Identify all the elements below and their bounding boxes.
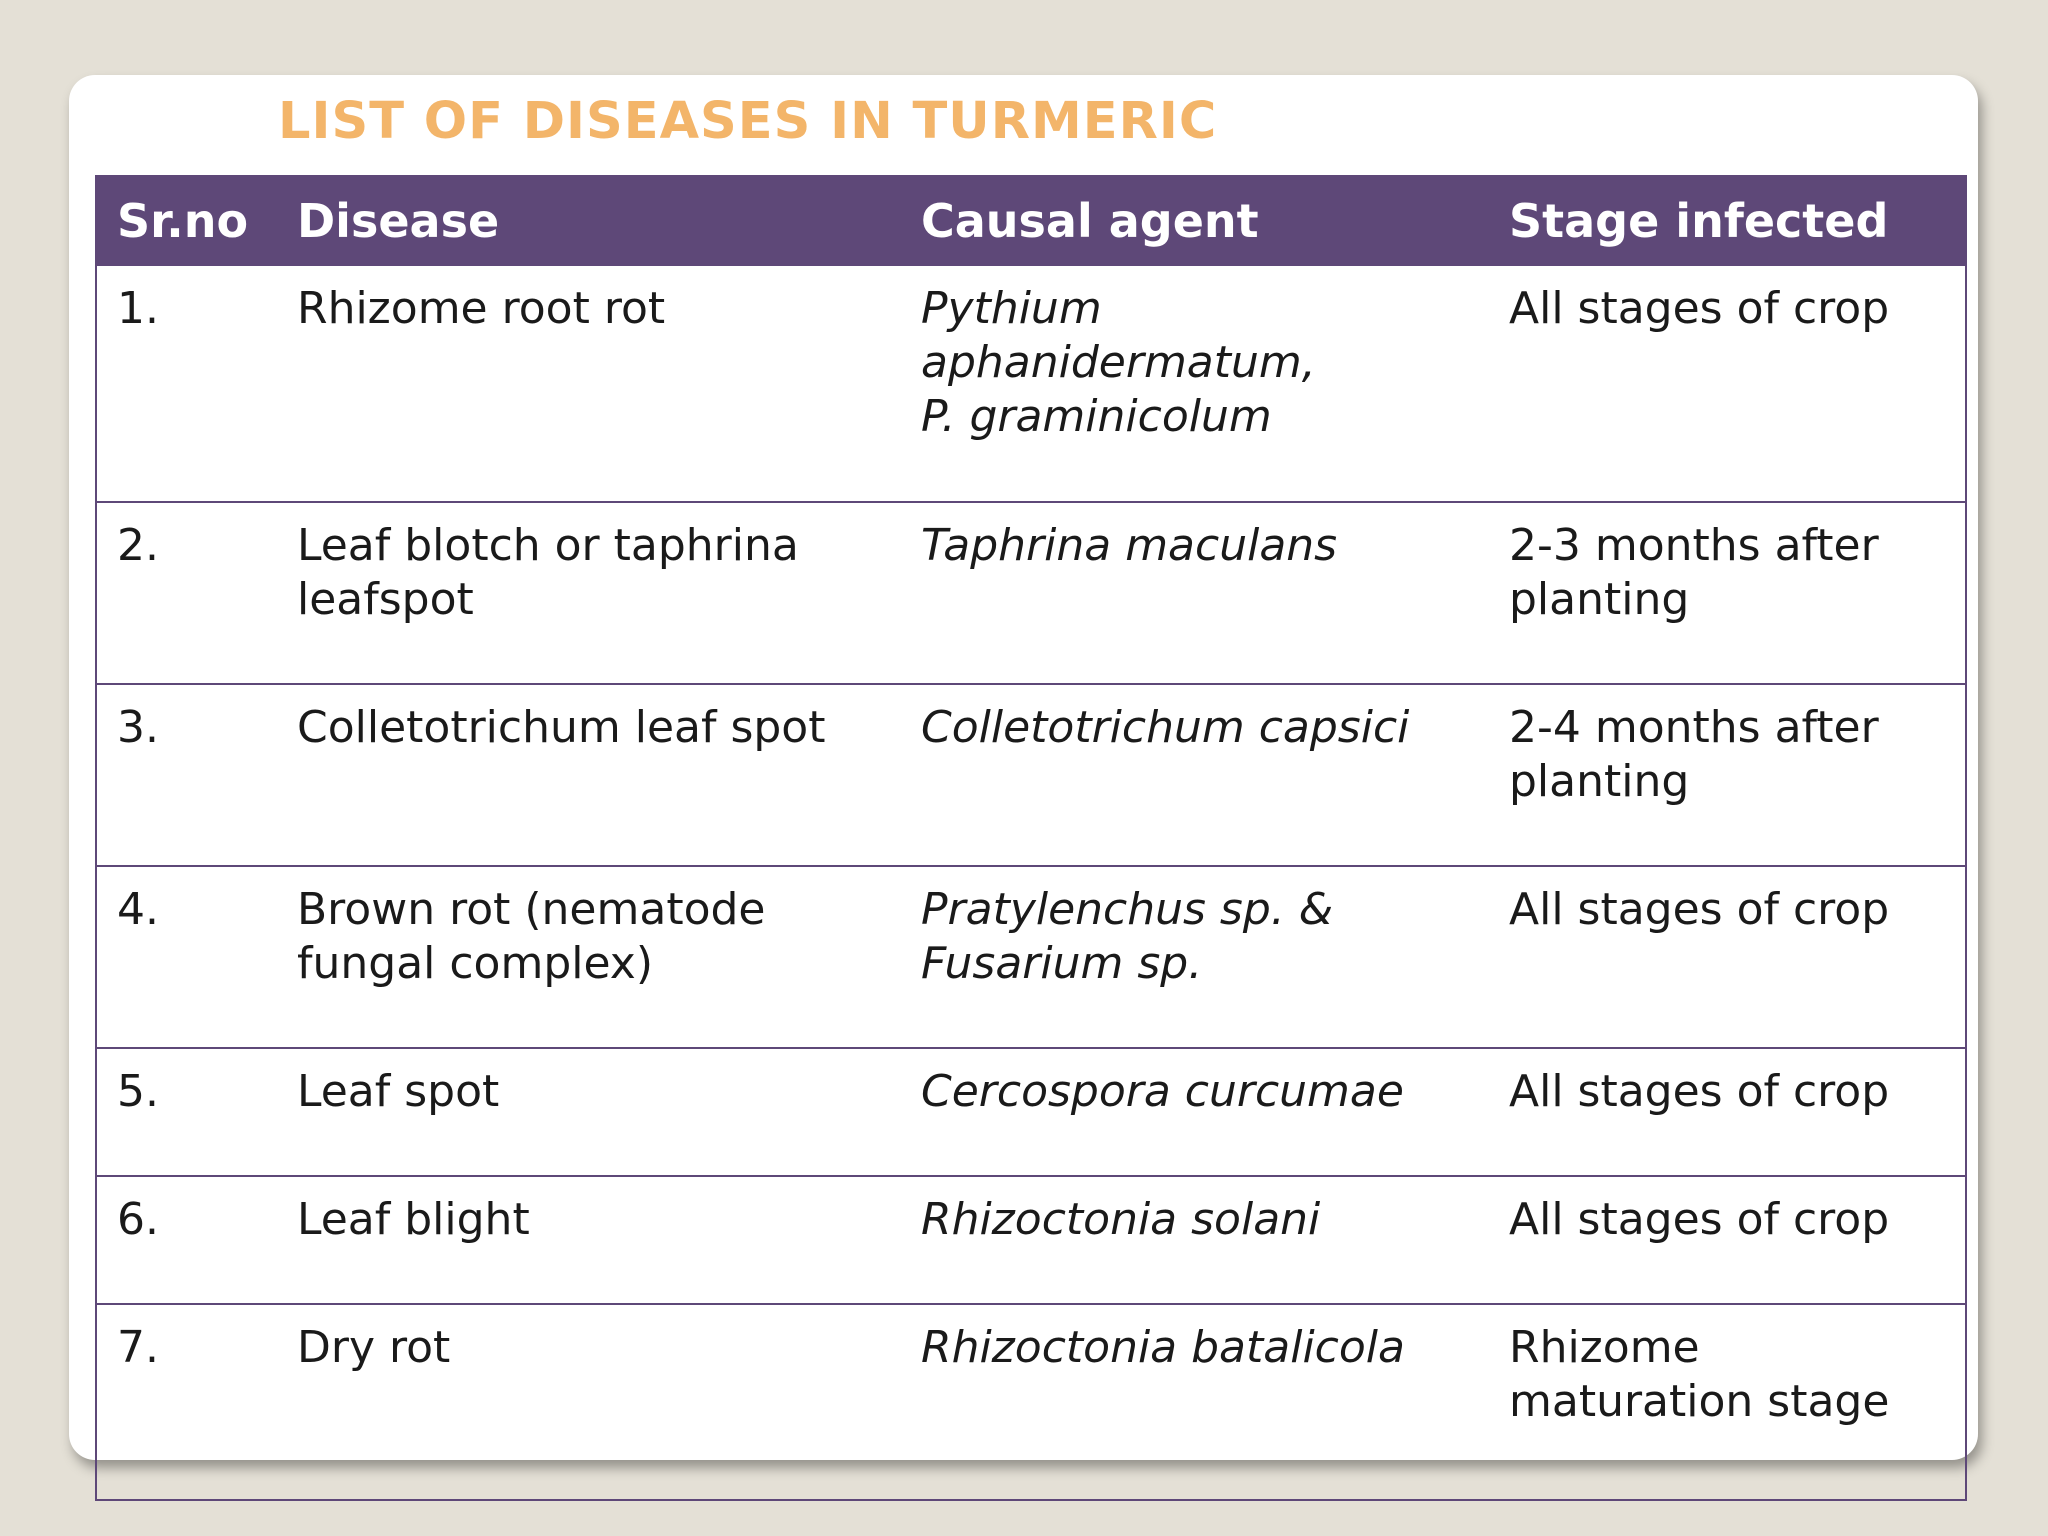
cell-stage-infected-line: 2-4 months after [1509, 702, 1879, 753]
cell-sr-no: 1. [97, 266, 277, 502]
cell-disease-line: Brown rot (nematode [297, 884, 766, 935]
cell-disease-line: Colletotrichum leaf spot [297, 702, 826, 753]
cell-stage-infected-line: planting [1509, 574, 1690, 625]
table-row [97, 684, 1965, 866]
header-disease: Disease [297, 193, 500, 248]
cell-disease [277, 1176, 901, 1304]
cell-causal-agent-line: Cercospora curcumae [921, 1066, 1404, 1117]
cell-stage-infected-line: All stages of crop [1509, 283, 1890, 334]
cell-disease [277, 266, 901, 502]
cell-disease [277, 1048, 901, 1176]
cell-disease-line: leafspot [297, 574, 474, 625]
cell-causal-agent [901, 1048, 1489, 1176]
cell-stage-infected-line: All stages of crop [1509, 884, 1890, 935]
cell-disease [277, 502, 901, 684]
cell-causal-agent [901, 866, 1489, 1048]
cell-sr-no: 5. [97, 1048, 277, 1176]
cell-causal-agent-line: Taphrina maculans [921, 520, 1338, 571]
cell-disease [277, 1304, 901, 1448]
header-causal-agent: Causal agent [921, 193, 1259, 248]
cell-causal-agent-line: P. graminicolum [921, 391, 1272, 442]
cell-causal-agent [901, 1304, 1489, 1448]
cell-sr-no: 3. [97, 684, 277, 866]
diseases-table [97, 175, 1965, 1448]
cell-causal-agent [901, 502, 1489, 684]
cell-causal-agent [901, 266, 1489, 502]
cell-causal-agent-line: Fusarium sp. [921, 938, 1203, 989]
table-row [97, 1176, 1965, 1304]
cell-sr-no: 4. [97, 866, 277, 1048]
cell-stage-infected [1489, 1304, 1965, 1448]
cell-disease [277, 866, 901, 1048]
cell-stage-infected [1489, 266, 1965, 502]
cell-stage-infected [1489, 684, 1965, 866]
cell-disease-line: Leaf spot [297, 1066, 500, 1117]
cell-stage-infected [1489, 502, 1965, 684]
cell-stage-infected [1489, 866, 1965, 1048]
cell-causal-agent [901, 684, 1489, 866]
cell-stage-infected [1489, 1048, 1965, 1176]
cell-disease-line: Leaf blight [297, 1194, 530, 1245]
cell-disease [277, 684, 901, 866]
table-row [97, 266, 1965, 502]
cell-stage-infected-line: All stages of crop [1509, 1066, 1890, 1117]
cell-causal-agent [901, 1176, 1489, 1304]
header-sr-no: Sr.no [117, 193, 249, 248]
cell-disease-line: fungal complex) [297, 938, 653, 989]
cell-stage-infected-line: 2-3 months after [1509, 520, 1879, 571]
cell-causal-agent-line: aphanidermatum, [921, 337, 1316, 388]
cell-sr-no: 2. [97, 502, 277, 684]
cell-causal-agent-line: Rhizoctonia batalicola [921, 1322, 1405, 1373]
cell-causal-agent-line: Colletotrichum capsici [921, 702, 1410, 753]
table-row [97, 866, 1965, 1048]
cell-stage-infected-line: planting [1509, 756, 1690, 807]
cell-stage-infected-line: Rhizome [1509, 1322, 1700, 1373]
table-row [97, 1304, 1965, 1448]
cell-sr-no: 7. [117, 1322, 159, 1373]
cell-causal-agent-line: Pratylenchus sp. & [921, 884, 1334, 935]
cell-stage-infected [1489, 1176, 1965, 1304]
cell-causal-agent-line: Rhizoctonia solani [921, 1194, 1321, 1245]
cell-sr-no: 6. [97, 1176, 277, 1304]
cell-disease-line: Leaf blotch or taphrina [297, 520, 799, 571]
header-stage-infected: Stage infected [1509, 193, 1889, 248]
cell-disease-line: Rhizome root rot [297, 283, 666, 334]
cell-stage-infected-line: All stages of crop [1509, 1194, 1890, 1245]
cell-stage-infected-line: maturation stage [1509, 1376, 1890, 1427]
cell-causal-agent-line: Pythium [921, 283, 1102, 334]
diseases-table-container [95, 175, 1967, 1501]
cell-disease-line: Dry rot [297, 1322, 451, 1373]
page-title: LIST OF DISEASES IN TURMERIC [278, 92, 1218, 151]
table-header-row [97, 175, 1965, 266]
table-row [97, 502, 1965, 684]
table-row [97, 1048, 1965, 1176]
